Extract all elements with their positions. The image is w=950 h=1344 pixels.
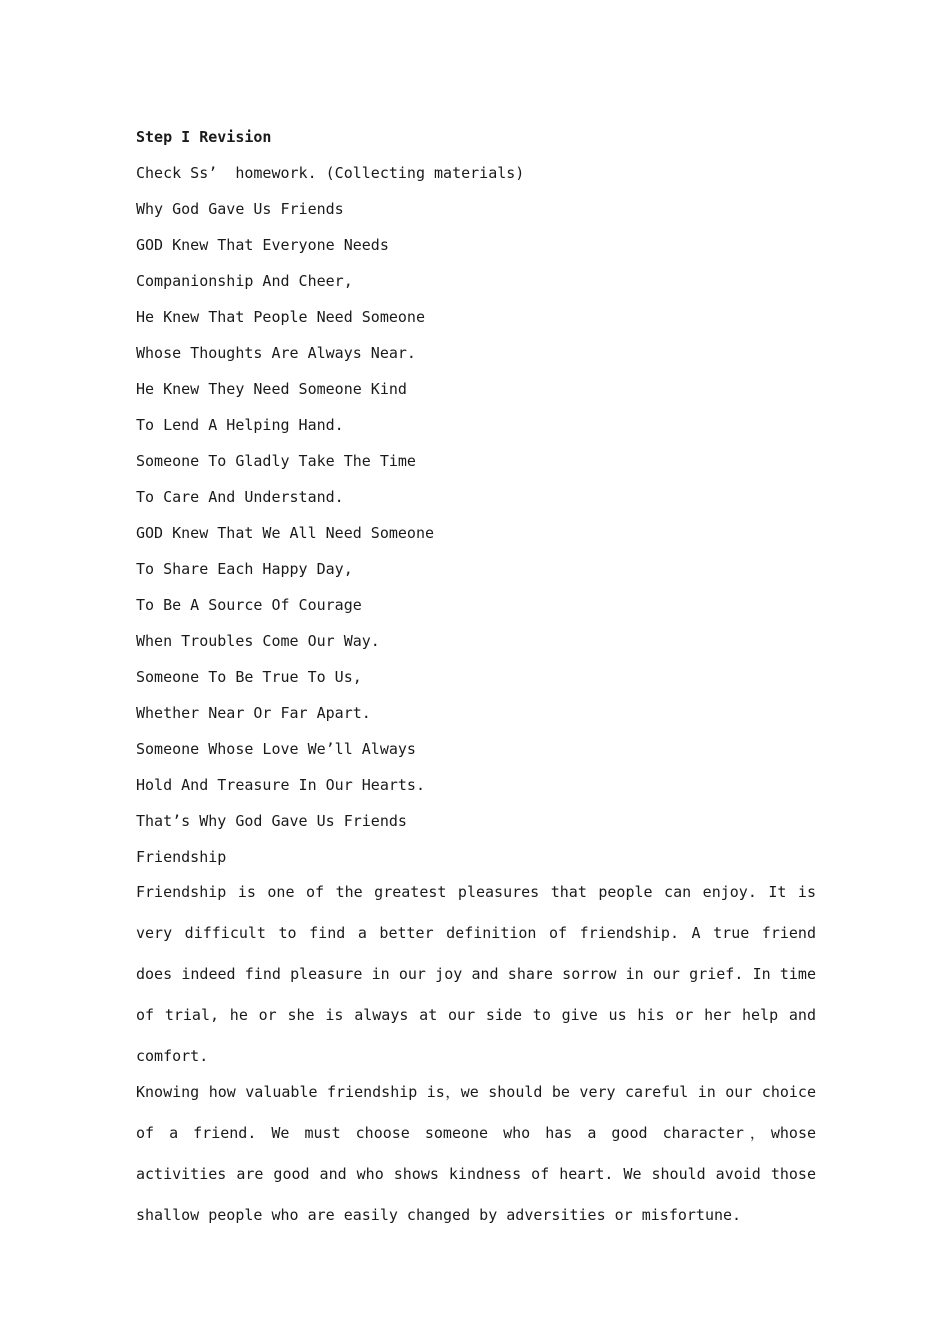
poem-title: Why God Gave Us Friends xyxy=(136,200,344,218)
essay-paragraph: Friendship is one of the greatest pleasures that people can enjoy. It is very difficult to find a better definition of friendship. A true friend does indeed find pleasure in our joy and share sorrow in our grief. In time of trial, he or she is always at our side to give us his or her help and comfort. xyxy=(136,883,816,1065)
poem-line: When Troubles Come Our Way. xyxy=(136,632,380,650)
poem-line: To Be A Source Of Courage xyxy=(136,596,362,614)
poem-line: Hold And Treasure In Our Hearts. xyxy=(136,776,425,794)
poem-line: Companionship And Cheer, xyxy=(136,272,353,290)
poem-line: He Knew They Need Someone Kind xyxy=(136,380,407,398)
poem xyxy=(136,234,816,846)
document-body xyxy=(136,126,816,1236)
poem-line: He Knew That People Need Someone xyxy=(136,308,425,326)
poem-line: Whether Near Or Far Apart. xyxy=(136,704,371,722)
intro-line: Check Ss’ homework. (Collecting materials) xyxy=(136,164,525,182)
poem-line: To Lend A Helping Hand. xyxy=(136,416,344,434)
poem-line: Whose Thoughts Are Always Near. xyxy=(136,344,416,362)
poem-line: Someone To Be True To Us, xyxy=(136,668,362,686)
poem-line: GOD Knew That Everyone Needs xyxy=(136,236,389,254)
poem-line: To Share Each Happy Day, xyxy=(136,560,353,578)
poem-line: Someone Whose Love We’ll Always xyxy=(136,740,416,758)
poem-line: GOD Knew That We All Need Someone xyxy=(136,524,435,542)
section-heading: Step I Revision xyxy=(136,128,272,146)
poem-line: That’s Why God Gave Us Friends xyxy=(136,812,407,830)
poem-line: Someone To Gladly Take The Time xyxy=(136,452,416,470)
poem-line: To Care And Understand. xyxy=(136,488,344,506)
essay-paragraph: Knowing how valuable friendship is，we should be very careful in our choice of a friend. We must choose someone who has a good character，whose activities are good and who shows kindness of heart. We should avoid those shallow people who are easily changed by adversities or misfortune. xyxy=(136,1083,816,1224)
essay-title: Friendship xyxy=(136,848,227,866)
